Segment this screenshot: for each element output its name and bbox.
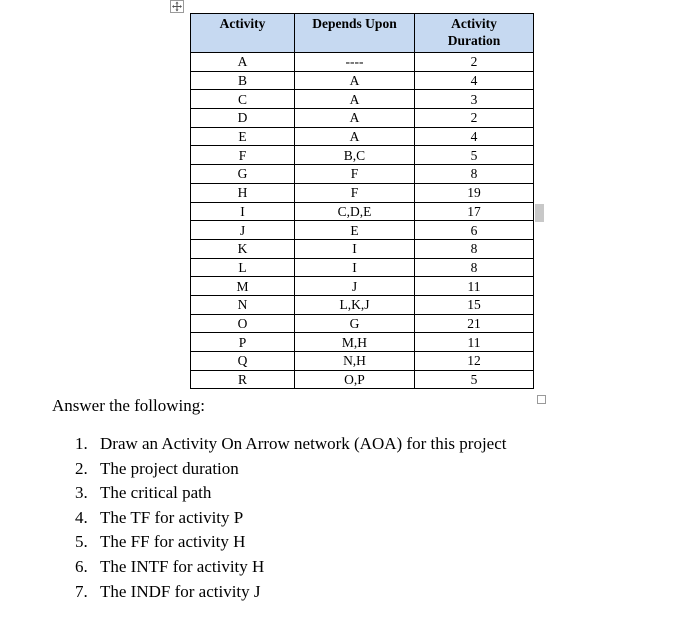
questions-list [75, 432, 507, 604]
activity-table [190, 13, 534, 389]
question-number: 4. [75, 507, 88, 527]
depends-cell: A [295, 109, 415, 128]
activity-cell: I [191, 202, 295, 221]
activity-cell: K [191, 239, 295, 258]
depends-cell: G [295, 314, 415, 333]
question-text: The project duration [100, 458, 239, 478]
duration-cell: 11 [415, 277, 534, 296]
question-text: The TF for activity P [100, 507, 244, 527]
activity-cell: A [191, 53, 295, 72]
question-number: 2. [75, 458, 88, 478]
question-text: The FF for activity H [100, 532, 246, 552]
depends-cell: I [295, 258, 415, 277]
question-item [75, 530, 507, 555]
activity-cell: N [191, 295, 295, 314]
table-row [191, 221, 534, 240]
header-depends-upon: Depends Upon [295, 14, 415, 53]
duration-cell: 4 [415, 127, 534, 146]
activity-cell: D [191, 109, 295, 128]
depends-cell: E [295, 221, 415, 240]
question-number: 7. [75, 581, 88, 601]
depends-cell: C,D,E [295, 202, 415, 221]
table-row [191, 127, 534, 146]
depends-cell: F [295, 165, 415, 184]
question-item [75, 555, 507, 580]
duration-cell: 21 [415, 314, 534, 333]
activity-cell: R [191, 370, 295, 389]
depends-cell: A [295, 127, 415, 146]
depends-cell: M,H [295, 333, 415, 352]
column-resize-marker[interactable] [535, 204, 544, 222]
duration-cell: 8 [415, 258, 534, 277]
activity-cell: F [191, 146, 295, 165]
depends-cell: B,C [295, 146, 415, 165]
duration-cell: 4 [415, 71, 534, 90]
table-row [191, 183, 534, 202]
duration-cell: 6 [415, 221, 534, 240]
duration-cell: 17 [415, 202, 534, 221]
depends-cell: J [295, 277, 415, 296]
header-duration-line1: Activity [451, 16, 497, 31]
table-row [191, 314, 534, 333]
question-text: The INTF for activity H [100, 556, 265, 576]
header-activity: Activity [191, 14, 295, 53]
depends-cell: O,P [295, 370, 415, 389]
table-header-row [191, 14, 534, 53]
table-row [191, 352, 534, 371]
activity-cell: J [191, 221, 295, 240]
table-row [191, 146, 534, 165]
question-item [75, 506, 507, 531]
table-row [191, 333, 534, 352]
table-row [191, 109, 534, 128]
question-number: 6. [75, 556, 88, 576]
duration-cell: 2 [415, 53, 534, 72]
duration-cell: 5 [415, 370, 534, 389]
question-item [75, 432, 507, 457]
depends-cell: F [295, 183, 415, 202]
question-text: The INDF for activity J [100, 581, 261, 601]
table-row [191, 165, 534, 184]
question-number: 3. [75, 483, 88, 503]
table-row [191, 71, 534, 90]
duration-cell: 2 [415, 109, 534, 128]
activity-cell: G [191, 165, 295, 184]
duration-cell: 19 [415, 183, 534, 202]
question-item [75, 580, 507, 605]
table-row [191, 258, 534, 277]
table-resize-handle[interactable] [537, 395, 546, 404]
duration-cell: 3 [415, 90, 534, 109]
activity-cell: C [191, 90, 295, 109]
table-row [191, 295, 534, 314]
activity-cell: B [191, 71, 295, 90]
activity-cell: H [191, 183, 295, 202]
table-row [191, 239, 534, 258]
duration-cell: 15 [415, 295, 534, 314]
answer-heading: Answer the following: [52, 396, 205, 415]
depends-cell: I [295, 239, 415, 258]
question-number: 5. [75, 532, 88, 552]
table-move-handle-icon[interactable] [170, 0, 184, 13]
table-row [191, 90, 534, 109]
duration-cell: 11 [415, 333, 534, 352]
table-row [191, 53, 534, 72]
table-row [191, 370, 534, 389]
activity-cell: M [191, 277, 295, 296]
depends-cell: A [295, 90, 415, 109]
table-row [191, 202, 534, 221]
table-row [191, 277, 534, 296]
question-text: The critical path [100, 483, 212, 503]
depends-cell: N,H [295, 352, 415, 371]
depends-cell: A [295, 71, 415, 90]
duration-cell: 8 [415, 165, 534, 184]
question-text: Draw an Activity On Arrow network (AOA) for this project [100, 434, 507, 453]
duration-cell: 12 [415, 352, 534, 371]
activity-cell: P [191, 333, 295, 352]
activity-cell: E [191, 127, 295, 146]
table-body [191, 53, 534, 389]
duration-cell: 8 [415, 239, 534, 258]
activity-cell: Q [191, 352, 295, 371]
question-item [75, 457, 507, 482]
duration-cell: 5 [415, 146, 534, 165]
depends-cell: L,K,J [295, 295, 415, 314]
activity-cell: O [191, 314, 295, 333]
header-activity-duration [415, 14, 534, 53]
question-number: 1. [75, 434, 88, 453]
depends-cell: ---- [295, 53, 415, 72]
header-duration-line2: Duration [447, 33, 501, 48]
activity-cell: L [191, 258, 295, 277]
question-item [75, 481, 507, 506]
